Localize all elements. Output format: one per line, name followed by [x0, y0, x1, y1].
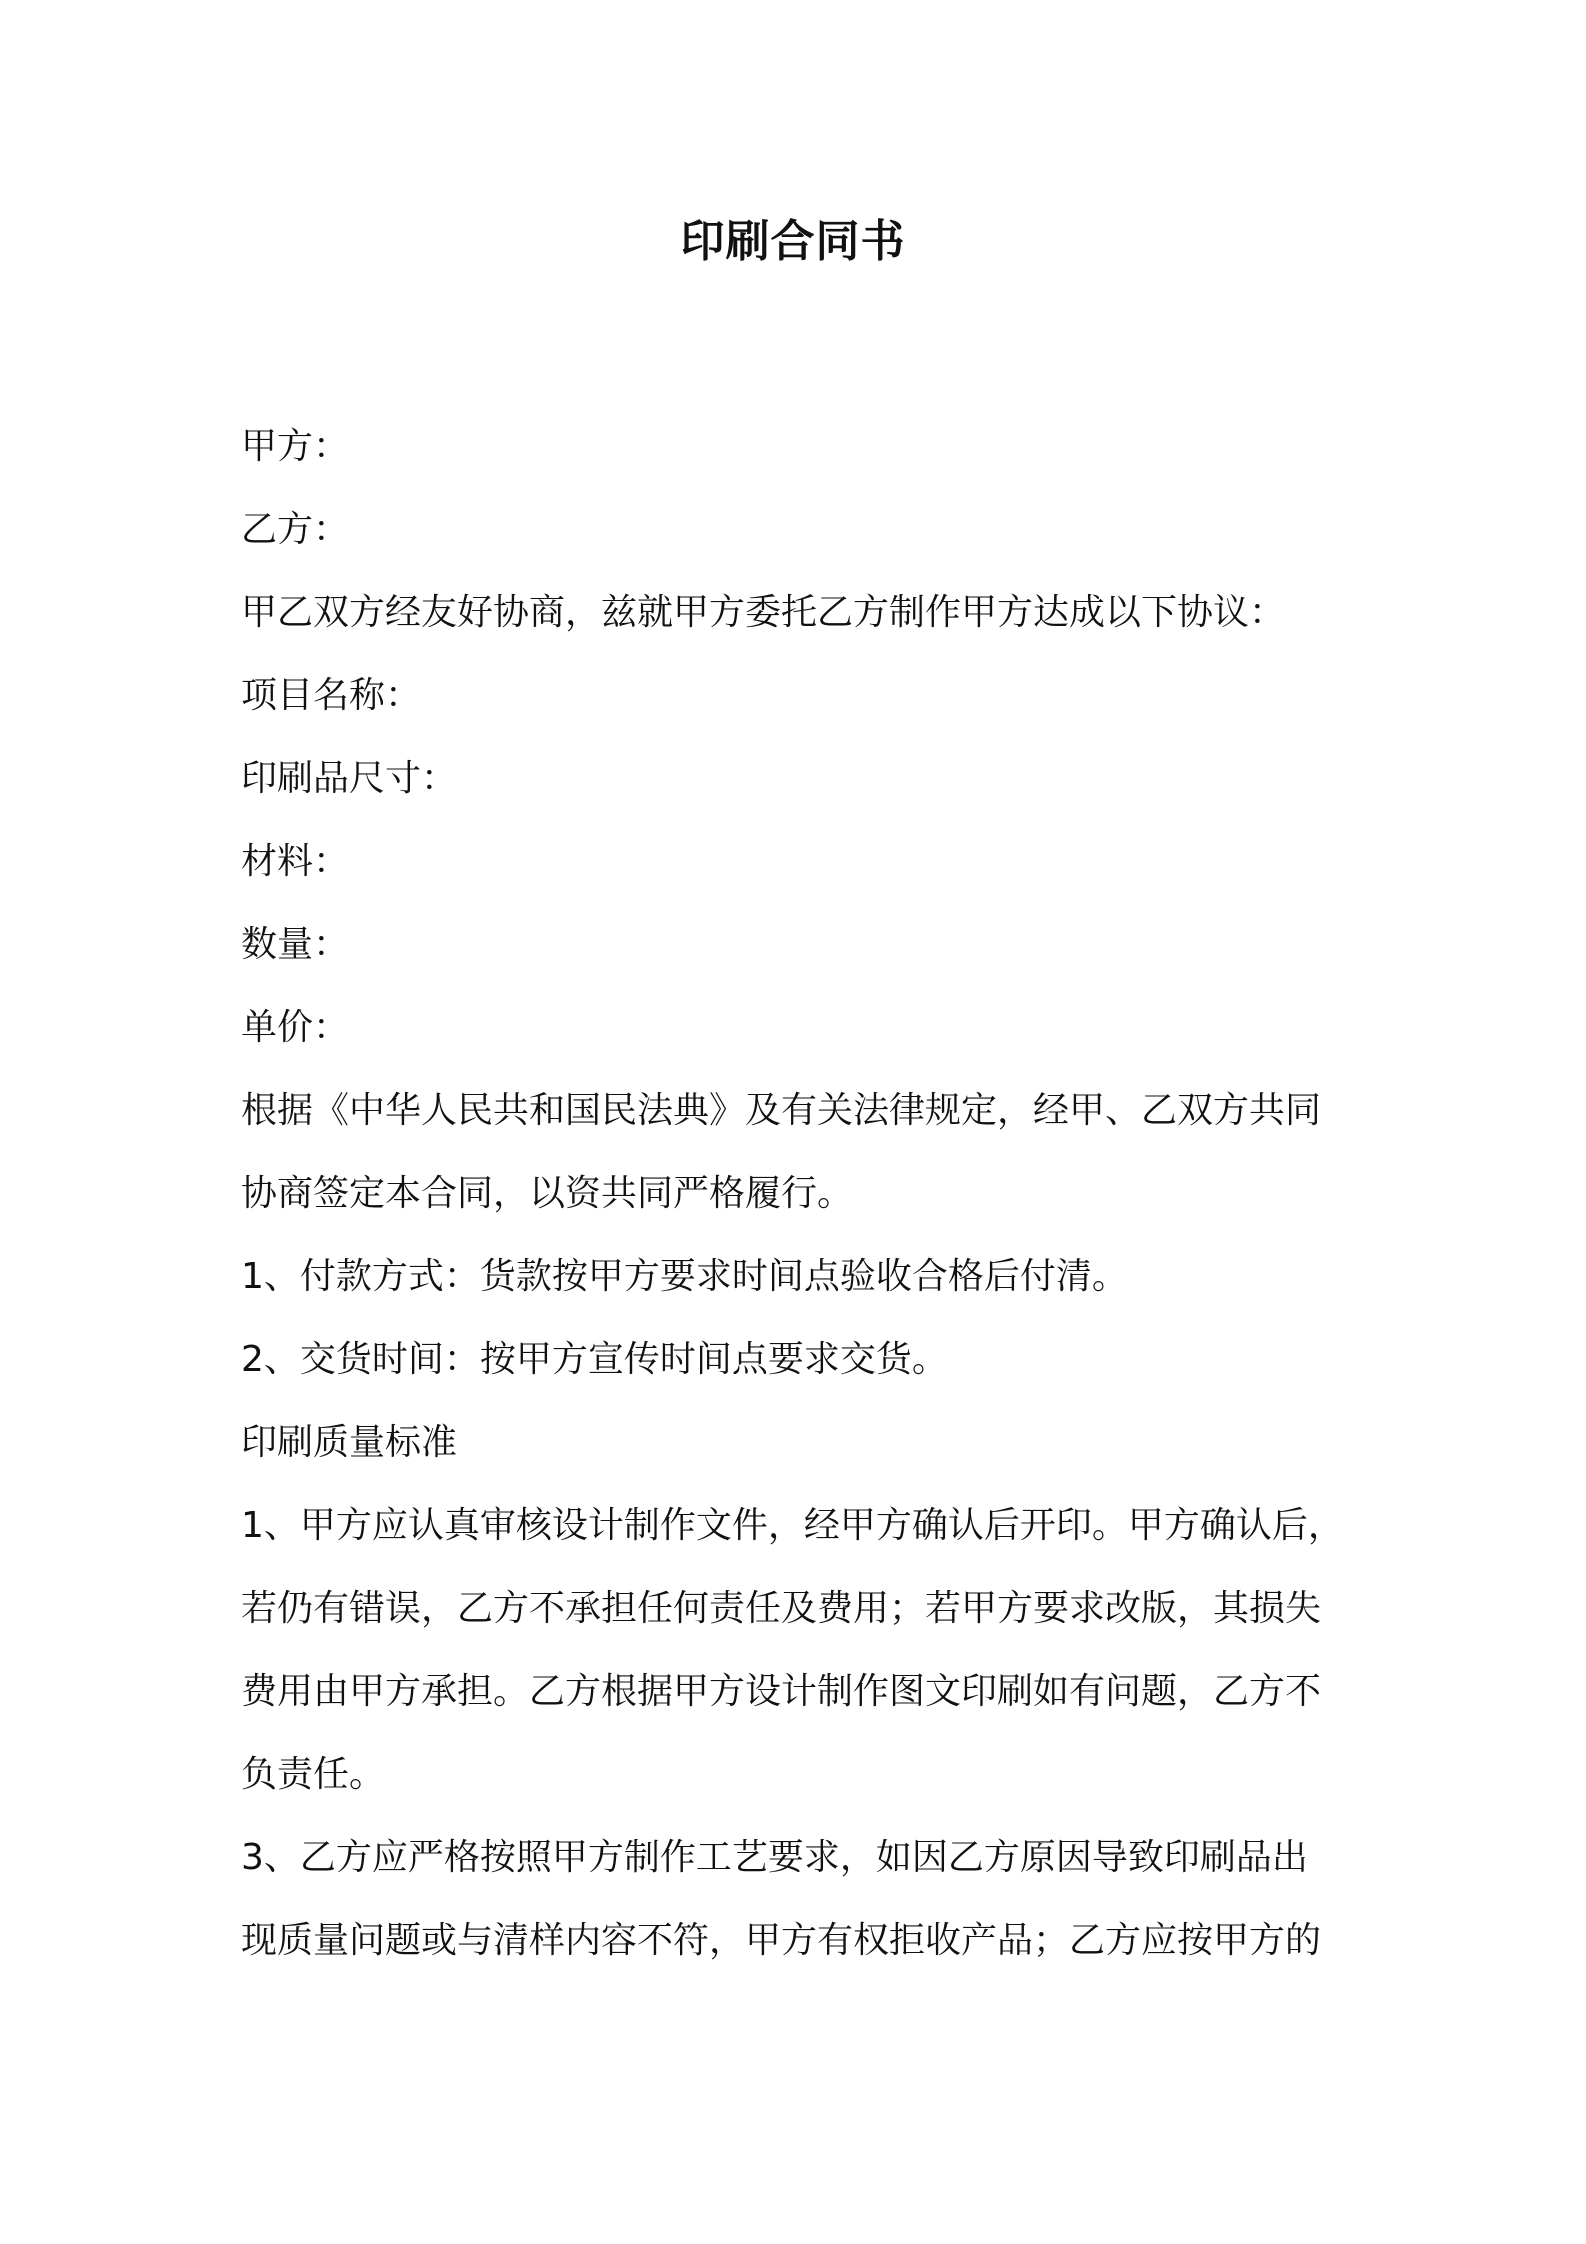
quality-standard-heading: 印刷质量标准: [241, 1422, 458, 1463]
quality-clause-3-line-2: 现质量问题或与清样内容不符，甲方有权拒收产品；乙方应按甲方的: [241, 1920, 1322, 1961]
quality-clause-1-line-2: 若仍有错误，乙方不承担任何责任及费用；若甲方要求改版，其损失: [241, 1588, 1322, 1629]
quantity-line: 数量：: [241, 924, 350, 965]
print-size-line: 印刷品尺寸：: [241, 758, 458, 799]
quality-clause-1-line-1: 1、甲方应认真审核设计制作文件，经甲方确认后开印。甲方确认后，: [241, 1505, 1344, 1546]
quality-clause-3-line-1: 3、乙方应严格按照甲方制作工艺要求，如因乙方原因导致印刷品出: [241, 1837, 1308, 1878]
legal-basis-line: 根据《中华人民共和国民法典》及有关法律规定，经甲、乙双方共同: [241, 1090, 1322, 1131]
agreement-intro-line: 甲乙双方经友好协商，兹就甲方委托乙方制作甲方达成以下协议：: [241, 592, 1286, 633]
delivery-time-line: 2、交货时间：按甲方宣传时间点要求交货。: [241, 1339, 948, 1380]
party-a-line: 甲方：: [241, 426, 350, 467]
quality-clause-1-line-4: 负责任。: [241, 1754, 386, 1795]
document-body: [241, 405, 1356, 1982]
payment-terms-line: 1、付款方式：货款按甲方要求时间点验收合格后付清。: [241, 1256, 1128, 1297]
party-b-line: 乙方：: [241, 509, 350, 550]
document-title: 印刷合同书: [680, 216, 906, 267]
quality-clause-1-line-3: 费用由甲方承担。乙方根据甲方设计制作图文印刷如有问题，乙方不: [241, 1671, 1322, 1712]
project-name-line: 项目名称：: [241, 675, 422, 716]
legal-basis-line-continued: 协商签定本合同，以资共同严格履行。: [241, 1173, 854, 1214]
unit-price-line: 单价：: [241, 1007, 350, 1048]
material-line: 材料：: [241, 841, 350, 882]
